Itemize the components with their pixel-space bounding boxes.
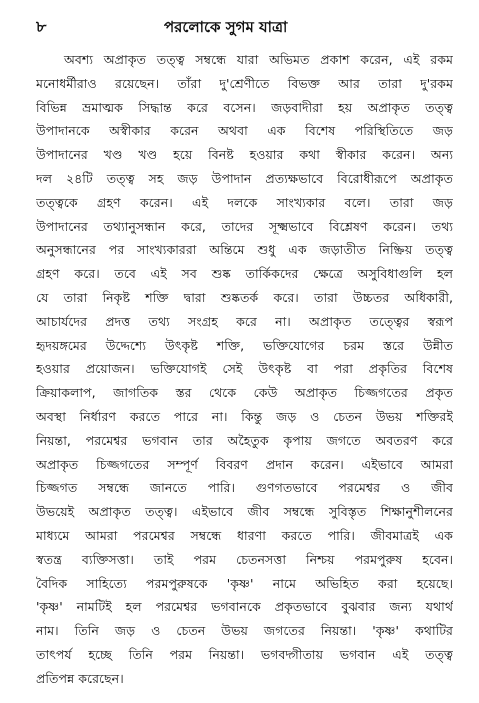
text-line: ক্রিয়াকলাপ, জাগতিক স্তর থেকে কেউ অপ্রাকৃত চিজ্জগতের প্রকৃত xyxy=(36,385,453,401)
text-line: উপাদানের তথ্যানুসন্ধান করে, তাদের সূক্ষ্মভাবে বিশ্লেষণ করেন। তথ্য xyxy=(36,218,453,234)
text-line: 'কৃষ্ণ' নামটিই হল পরমেশ্বর ভগবানকে প্রকৃতভাবে বুঝবার জন্য যথার্থ xyxy=(36,599,453,615)
running-title: পরলোকে সুগম যাত্রা xyxy=(164,18,288,36)
text-line: হৃদয়ঙ্গমের উদ্দেশ্যে উৎকৃষ্ট শক্তি, ভক্তিযোগের চরম স্তরে উন্নীত xyxy=(36,337,453,353)
text-line: অবশ্য অপ্রাকৃত তত্ত্ব সম্বন্ধে যারা অভিমত প্রকাশ করেন, এই রকম xyxy=(64,52,453,67)
text-line: দল ২৪টি তত্ত্ব সহ জড় উপাদান প্রত্যক্ষভাবে বিরোধীরূপে অপ্রাকৃত xyxy=(36,170,453,186)
text-line: তাৎপর্য হচ্ছে তিনি পরম নিয়ন্তা। ভগবদ্গীতায় ভগবান এই তত্ত্ব xyxy=(36,646,453,662)
page-header xyxy=(36,14,453,48)
text-line: অপ্রাকৃত চিজ্জগতের সম্পূর্ণ বিবরণ প্রদান করেন। এইভাবে আমরা xyxy=(36,456,453,472)
text-line: চিজ্জগত সম্বন্ধে জানতে পারি। গুণগতভাবে পরমেশ্বর ও জীব xyxy=(36,480,453,496)
text-line: হওয়ার প্রয়োজন। ভক্তিযোগই সেই উৎকৃষ্ট বা পরা প্রকৃতির বিশেষ xyxy=(36,361,453,377)
body-text xyxy=(36,48,453,691)
text-line: যে তারা নিকৃষ্ট শক্তি দ্বারা শুষ্কতর্ক করে। তারা উচ্চতর অধিকারী, xyxy=(36,289,453,305)
text-line: গ্রহণ করে। তবে এই সব শুষ্ক তার্কিকদের ক্ষেত্রে অসুবিধাগুলি হল xyxy=(36,266,453,282)
text-line: নিয়ন্তা, পরমেশ্বর ভগবান তার অহৈতুক কৃপায় জগতে অবতরণ করে xyxy=(36,432,453,448)
text-line: নাম। তিনি জড় ও চেতন উভয় জগতের নিয়ন্তা। 'কৃষ্ণ' কথাটির xyxy=(36,623,453,639)
page-number: ৮ xyxy=(36,17,47,36)
text-line: অনুসন্ধানের পর সাংখ্যকাররা অন্তিমে শুধু এক জড়াতীত নিষ্ক্রিয় তত্ত্ব xyxy=(36,242,453,258)
text-line: তত্ত্বকে গ্রহণ করেন। এই দলকে সাংখ্যকার বলে। তারা জড় xyxy=(36,194,453,210)
text-line: প্রতিপন্ন করেছেন। xyxy=(36,670,124,686)
text-line: বৈদিক সাহিত্যে পরমপুরুষকে 'কৃষ্ণ' নামে অভিহিত করা হয়েছে। xyxy=(36,575,453,591)
text-line: অবস্থা নির্ধারণ করতে পারে না। কিন্তু জড় ও চেতন উভয় শক্তিরই xyxy=(36,408,453,424)
text-line: মাধ্যমে আমরা পরমেশ্বর সম্বন্ধে ধারণা করতে পারি। জীবমাত্রই এক xyxy=(36,527,453,543)
text-line: স্বতন্ত্র ব্যক্তিসত্তা। তাই পরম চেতনসত্তা নিশ্চয় পরমপুরুষ হবেন। xyxy=(36,551,453,567)
text-line: উপাদানের খণ্ড খণ্ড হয়ে বিনষ্ট হওয়ার কথা স্বীকার করেন। অন্য xyxy=(36,147,453,163)
text-line: মনোধর্মীরাও রয়েছেন। তাঁরা দু'শ্রেণীতে বিভক্ত আর তারা দু'রকম xyxy=(36,75,453,91)
text-line: আচার্যদের প্রদত্ত তথ্য সংগ্রহ করে না। অপ্রাকৃত তত্ত্বের স্বরূপ xyxy=(36,313,453,329)
text-line: বিভিন্ন ভ্রমাত্মক সিদ্ধান্ত করে বসেন। জড়বাদীরা হয় অপ্রাকৃত তত্ত্ব xyxy=(36,99,453,115)
text-line: উপাদানকে অস্বীকার করেন অথবা এক বিশেষ পরিস্থিতিতে জড় xyxy=(36,123,453,139)
text-line: উভয়েই অপ্রাকৃত তত্ত্ব। এইভাবে জীব সম্বন্ধে সুবিস্তৃত শিক্ষানুশীলনের xyxy=(36,504,453,520)
